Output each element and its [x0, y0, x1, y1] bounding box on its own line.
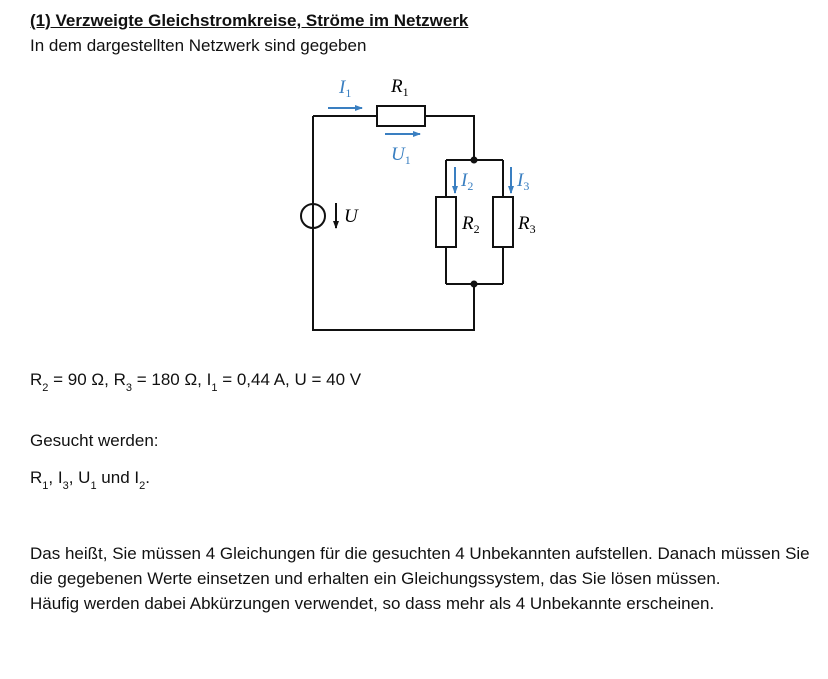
intro-text: In dem dargestellten Netzwerk sind gegeben [30, 36, 367, 55]
wire-top-right [425, 116, 474, 160]
sought-heading: Gesucht werden: [30, 431, 159, 450]
resistor-r2 [436, 197, 456, 247]
resistor-r3 [493, 197, 513, 247]
given-values: $R_2 = 90$ Ω, $R_3 = 180$ Ω, $I_1 = 0,44$ A, U = 40 V [30, 370, 362, 394]
exercise-heading: (1) Verzweigte Gleichstromkreise, Ströme im Netzwerk [30, 11, 469, 30]
label-u: U [344, 206, 358, 227]
label-r2: $R_2$ [462, 213, 480, 236]
voltage-source [301, 204, 325, 228]
sought-values: $R_1$, $I_3$, $U_1$ und $I_2$. [30, 468, 150, 492]
junction-bottom [471, 281, 478, 288]
explanation-text [30, 541, 820, 616]
paragraph-equations: Das heißt, Sie müssen 4 Gleichungen für die gesuchten 4 Unbekannten aufstellen. Danach müssen Sie die gegebenen Werte einsetzen und erhalten ein Gleichungssystem, das Sie lösen müssen. [30, 544, 810, 588]
label-r3: $R_3$ [518, 213, 536, 236]
resistor-r1 [377, 106, 425, 126]
label-u1: $U_1$ [391, 144, 411, 167]
label-r1: $R_1$ [391, 76, 409, 99]
paragraph-abbreviations: Häufig werden dabei Abkürzungen verwendet, so dass mehr als 4 Unbekannte erscheinen. [30, 594, 715, 613]
label-i1: $I_1$ [339, 77, 352, 100]
junction-top [471, 157, 478, 164]
label-i2: $I_2$ [461, 170, 474, 193]
label-i3: $I_3$ [517, 170, 530, 193]
